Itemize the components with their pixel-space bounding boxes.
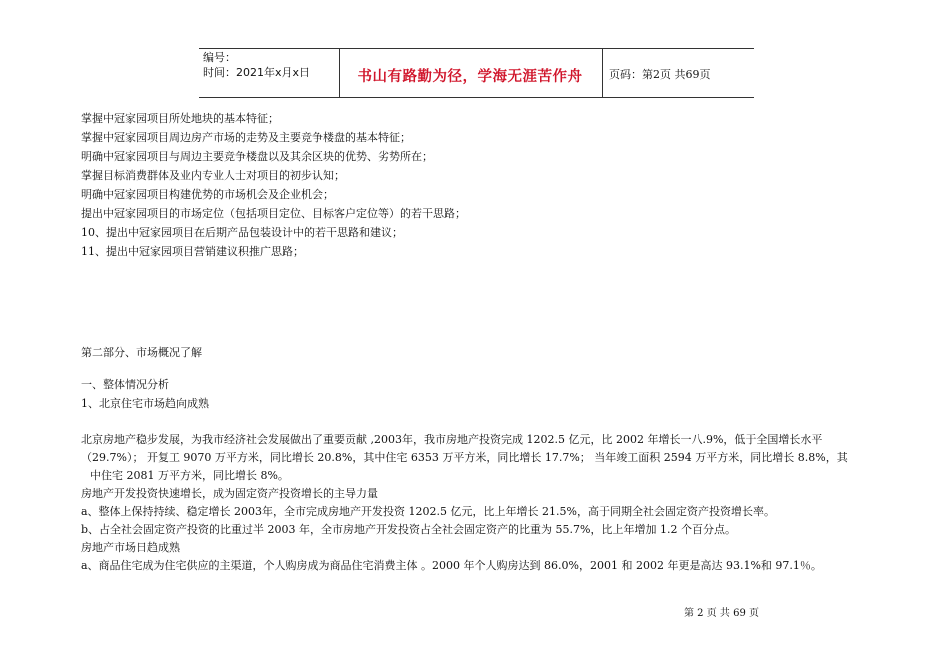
subsection-heading: 1、北京住宅市场趋向成熟 <box>81 397 209 410</box>
objective-item: 掌握中冠家园项目所处地块的基本特征； <box>81 112 279 125</box>
header-motto: 书山有路勤为径，学海无涯苦作舟 <box>357 69 583 85</box>
objective-item: 掌握中冠家园项目周边房产市场的走势及主要竞争楼盘的基本特征； <box>81 131 411 144</box>
page-footer: 第 2 页 共 69 页 <box>684 608 759 619</box>
objective-item: 明确中冠家园项目与周边主要竞争楼盘以及其余区块的优势、劣势所在； <box>81 150 433 163</box>
section-heading: 一、整体情况分析 <box>81 378 169 391</box>
page-header <box>199 48 754 98</box>
body-line: a、商品住宅成为住宅供应的主渠道，个人购房成为商品住宅消费主体 。2000 年个人购房达到 86.0%，2001 和 2002 年更是高达 93.1%和 97.1％。 <box>81 559 822 572</box>
number-label: 编号： <box>203 51 236 64</box>
body-line: a、整体上保持持续、稳定增长 2003年，全市完成房地产开发投资 1202.5 亿元，比上年增长 21.5%，高于同期全社会固定资产投资增长率。 <box>81 505 775 518</box>
header-divider <box>602 49 603 97</box>
body-line: 中住宅 2081 万平方米，同比增长 8%。 <box>90 469 289 482</box>
part-title: 第二部分、市场概况了解 <box>81 346 202 359</box>
time-label: 时间：2021年x月x日 <box>203 66 311 79</box>
objective-item: 11、提出中冠家园项目营销建议积推广思路； <box>81 245 304 258</box>
objective-item: 掌握目标消费群体及业内专业人士对项目的初步认知； <box>81 169 345 182</box>
body-line: 房地产市场日趋成熟 <box>81 541 180 554</box>
objective-item: 明确中冠家园项目构建优势的市场机会及企业机会； <box>81 188 334 201</box>
objective-item: 提出中冠家园项目的市场定位（包括项目定位、目标客户定位等）的若干思路； <box>81 207 466 220</box>
header-meta <box>203 50 310 80</box>
body-line: 房地产开发投资快速增长，成为固定资产投资增长的主导力量 <box>81 487 378 500</box>
body-line: b、占全社会固定资产投资的比重过半 2003 年，全市房地产开发投资占全社会固定资产的比重为 55.7%，比上年增加 1.2 个百分点。 <box>81 523 736 536</box>
objective-item: 10、提出中冠家园项目在后期产品包装设计中的若干思路和建议； <box>81 226 403 239</box>
body-line: 北京房地产稳步发展，为我市经济社会发展做出了重要贡献 ,2003年，我市房地产投资完成 1202.5 亿元，比 2002 年增长一八.9%，低于全国增长水平 <box>81 433 823 446</box>
header-page-label: 页码：第2页 共69页 <box>609 68 711 81</box>
body-line: （29.7%）； 开复工 9070 万平方米，同比增长 20.8%，其中住宅 6353 万平方米，同比增长 17.7%； 当年竣工面积 2594 万平方米，同比增长 8.8%，其 <box>81 451 848 464</box>
